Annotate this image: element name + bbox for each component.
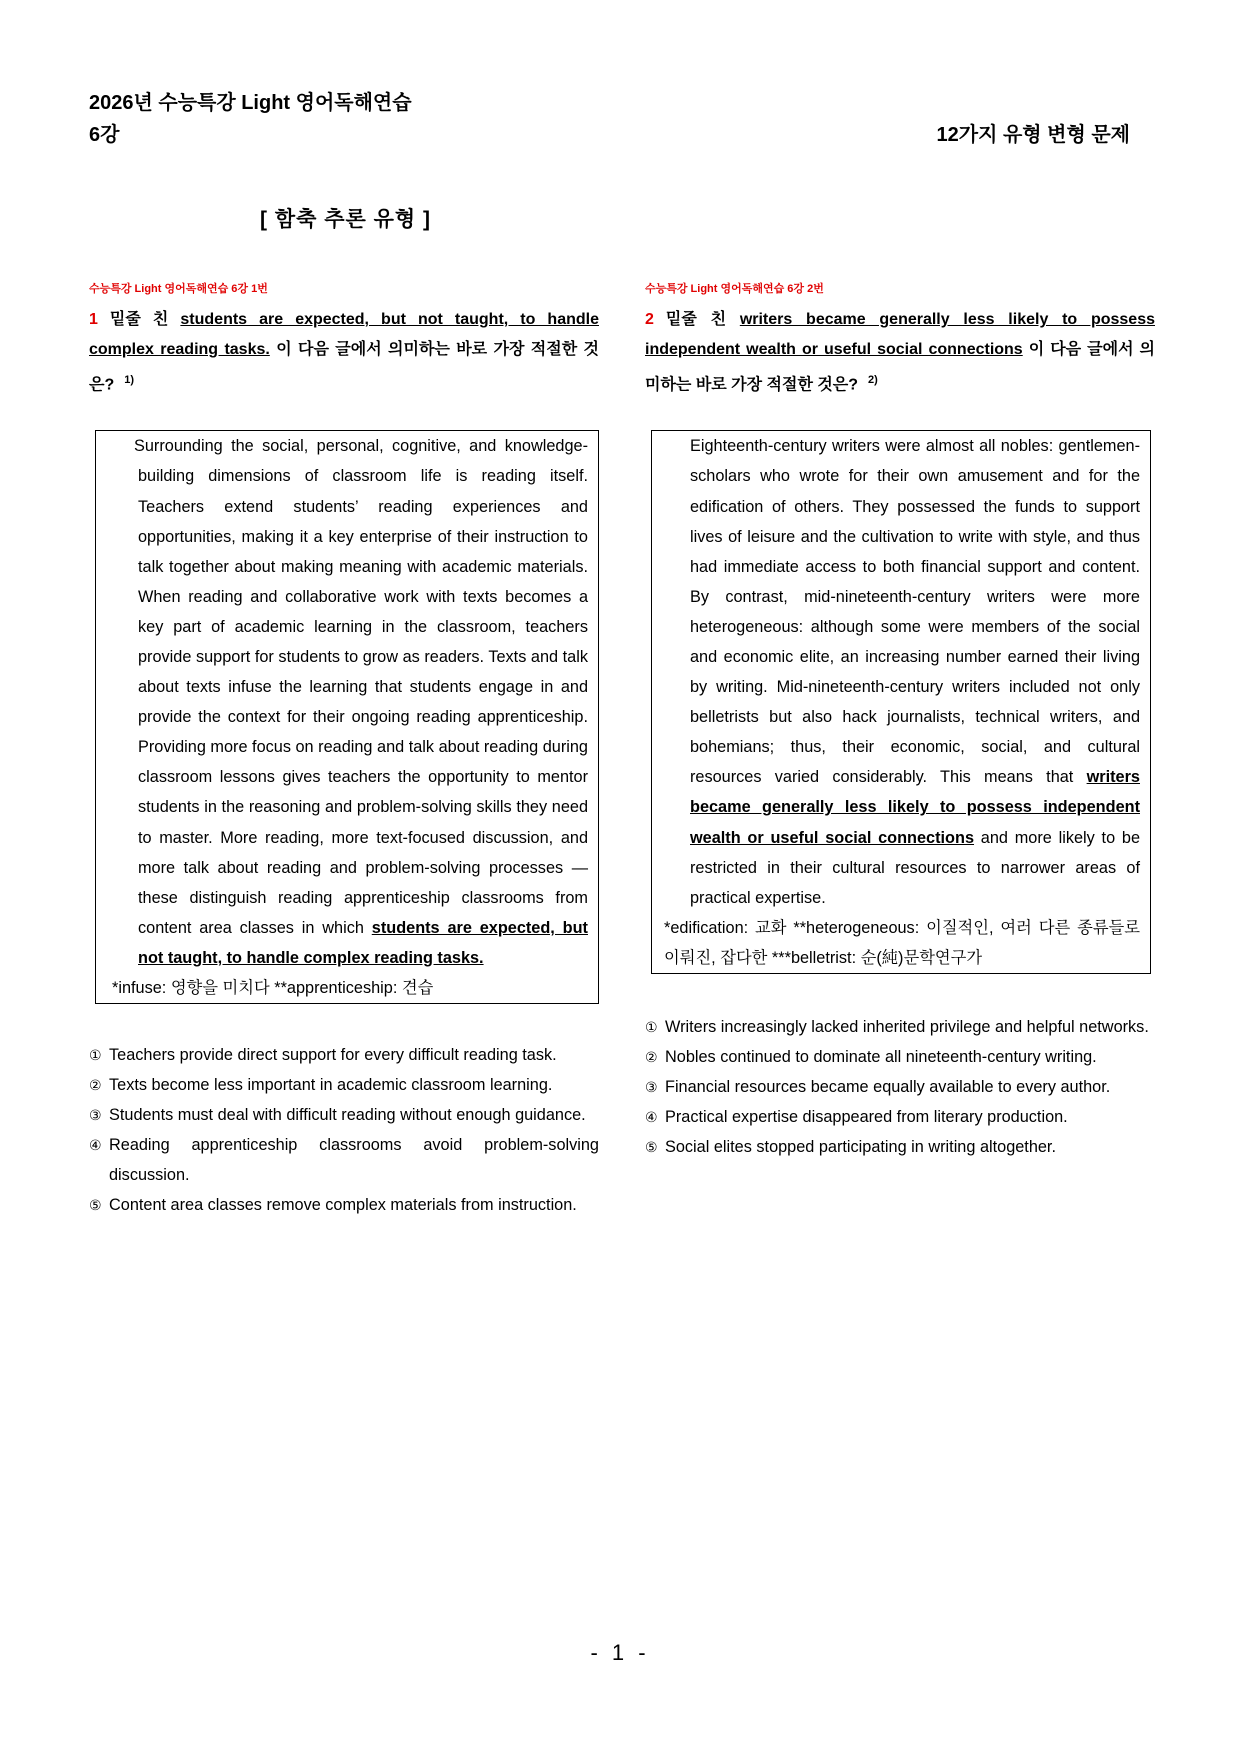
question-source: 수능특강 Light 영어독해연습 6강 1번 <box>89 283 268 295</box>
passage-underlined-phrase: students are expected, but not taught, to handle complex reading tasks. <box>138 918 588 967</box>
choice-3[interactable]: ③ Financial resources became equally available to every author. <box>645 1078 1111 1097</box>
footnote-ref: 1) <box>124 374 135 386</box>
choice-1[interactable]: ① Writers increasingly lacked inherited privilege and helpful networks. <box>645 1018 1149 1037</box>
prompt-suffix: 이 다음 글에서 의미하는 바로 가장 적절한 것은? <box>89 341 599 394</box>
page-number: - 1 - <box>590 1640 650 1665</box>
choice-5[interactable]: ⑤ Social elites stopped participating in writing altogether. <box>645 1138 1056 1157</box>
choice-3[interactable]: ③ Students must deal with difficult reading without enough guidance. <box>89 1106 586 1125</box>
prompt-suffix: 이 다음 글에서 의미하는 바로 가장 적절한 것은? <box>645 341 1156 394</box>
passage-text: Eighteenth-century writers were almost all nobles: gentlemen-scholars who wrote for their own amusement and for the edification of others. They possessed the funds to support lives of leisure and the cultivation to write with style, and thus had immediate access to both financial support and content. By contrast, mid-nineteenth-century writers were more heterogeneous: although some were members of the social and economic elite, an increasing number earned their living by writing. Mid-nineteenth-century writers included not only belletrists but also hack journalists, technical writers, and bohemians; thus, their economic, social, and cultural resources varied considerably. This means that writers became generally less likely to possess independent wealth or useful social connections and more likely to be restricted in their cultural resources to narrower areas of practical expertise. <box>690 437 1140 907</box>
choice-2[interactable]: ② Nobles continued to dominate all nineteenth-century writing. <box>645 1048 1097 1067</box>
passage-box <box>651 430 1151 974</box>
prompt-prefix: 밑줄 친 <box>109 311 169 328</box>
question-2 <box>645 280 1155 1162</box>
choice-5[interactable]: ⑤ Content area classes remove complex materials from instruction. <box>89 1196 577 1215</box>
document-title: 2026년 수능특강 Light 영어독해연습 <box>89 92 412 114</box>
choice-4[interactable]: ④ Reading apprenticeship classrooms avoid problem-solving discussion. <box>89 1136 599 1185</box>
answer-choices <box>645 1012 1155 1162</box>
passage-text: Surrounding the social, personal, cognitive, and knowledge-building dimensions of classroom life is reading itself. Teachers extend students’ reading experiences and opportunities, making it a key enterprise of their instruction to talk together about making meaning with academic materials. When reading and collaborative work with texts becomes a key part of academic learning in the classroom, teachers provide support for students to grow as readers. Texts and talk about texts infuse the learning that students engage in and provide the context for their ongoing reading apprenticeship. Providing more focus on reading and talk about reading during classroom lessons gives teachers the opportunity to mentor students in the reasoning and problem-solving skills they need to master. More reading, more text-focused discussion, and more talk about reading and problem-solving processes — these distinguish reading apprenticeship classrooms from content area classes in which students are expected, but not taught, to handle complex reading tasks. <box>134 437 588 967</box>
choice-4[interactable]: ④ Practical expertise disappeared from literary production. <box>645 1108 1068 1127</box>
question-prompt <box>89 305 599 400</box>
glossary: *edification: 교화 **heterogeneous: 이질적인, 여러 다른 종류들로 이뤄진, 잡다한 ***belletrist: 순(純)문학연구가 <box>664 918 1140 967</box>
answer-choices <box>89 1040 599 1220</box>
choice-2[interactable]: ② Texts become less important in academic classroom learning. <box>89 1076 553 1095</box>
passage-box <box>95 430 599 1004</box>
question-number: 2 <box>645 311 654 328</box>
lesson-label: 6강 <box>89 124 120 146</box>
question-prompt <box>645 305 1155 400</box>
question-source: 수능특강 Light 영어독해연습 6강 2번 <box>645 283 824 295</box>
document-subtitle: 12가지 유형 변형 문제 <box>936 124 1130 146</box>
footnote-ref: 2) <box>868 374 878 386</box>
prompt-prefix: 밑줄 친 <box>665 311 727 328</box>
prompt-underlined-phrase: writers became generally less likely to possess independent wealth or useful social connections <box>645 311 1155 358</box>
glossary: *infuse: 영향을 미치다 **apprenticeship: 견습 <box>112 979 434 998</box>
question-1 <box>89 280 599 1220</box>
prompt-underlined-phrase: students are expected, but not taught, to handle complex reading tasks. <box>89 311 599 358</box>
passage-underlined-phrase: writers became generally less likely to possess independent wealth or useful social connections <box>690 768 1140 847</box>
question-number: 1 <box>89 311 98 328</box>
choice-1[interactable]: ① Teachers provide direct support for every difficult reading task. <box>89 1046 557 1065</box>
section-title: [ 함축 추론 유형 ] <box>260 208 432 231</box>
